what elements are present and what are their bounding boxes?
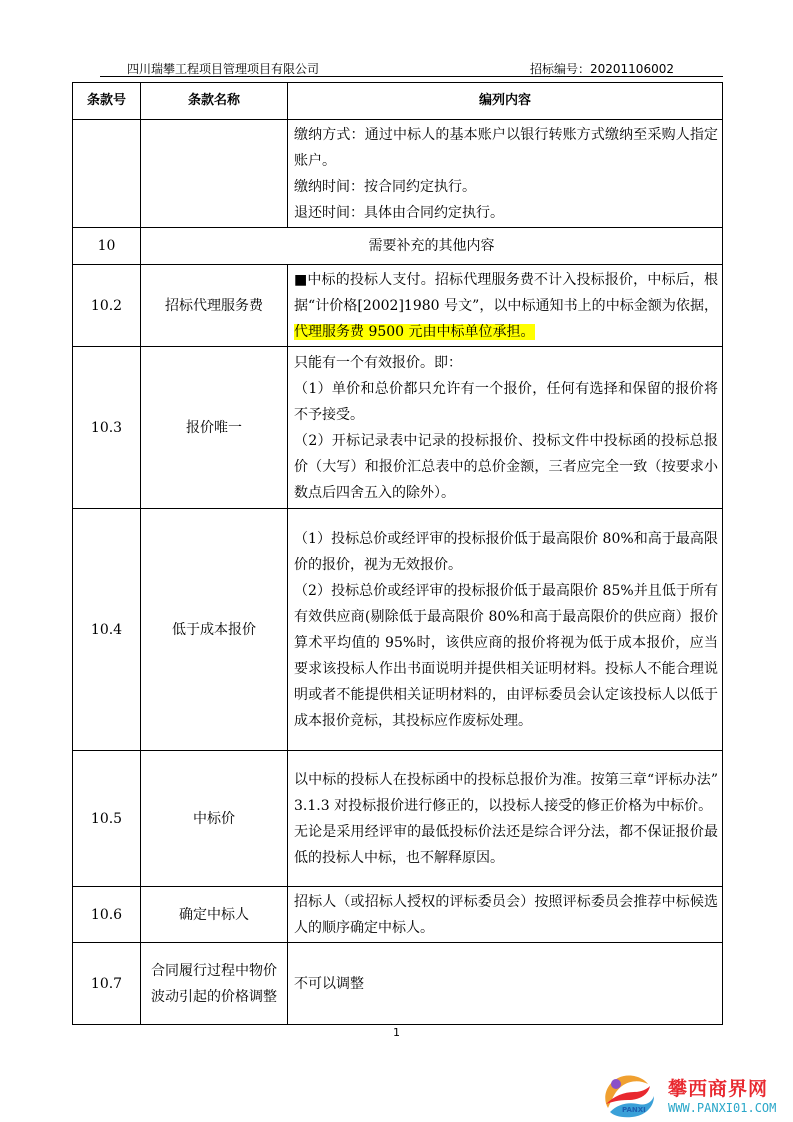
clause-number: 10.3 [73,347,141,509]
table-row [73,120,723,228]
clause-name: 低于成本报价 [141,509,288,751]
content-line: 以中标的投标人在投标函中的投标总报价为准。按第三章“评标办法” 3.1.3 对投标报价进行修正的，以投标人接受的修正价格为中标价。 [294,771,718,814]
content-text: ■中标的投标人支付。招标代理服务费不计入投标报价，中标后，根据“计价格[2002]1980 号文”，以中标通知书上的中标金额为依据， [294,271,718,314]
header-clause-no: 条款号 [73,83,141,120]
clause-content [288,265,723,347]
watermark [600,1068,790,1122]
table-row [73,265,723,347]
company-name: 四川瑞攀工程项目管理项目有限公司 [127,62,320,76]
content-line: （1）单价和总价都只允许有一个报价，任何有选择和保留的报价将不予接受。 [294,380,718,423]
clause-name: 报价唯一 [141,347,288,509]
content-line: 只能有一个有效报价。即： [294,354,462,371]
header-clause-name: 条款名称 [141,83,288,120]
clause-content: 不可以调整 [288,943,723,1025]
clause-number: 10.4 [73,509,141,751]
highlighted-text: 代理服务费 9500 元由中标单位承担。 [294,323,535,340]
clause-number: 10 [73,228,141,265]
clause-number [73,120,141,228]
panxi-logo-icon [600,1068,656,1120]
content-line: 缴纳方式：通过中标人的基本账户以银行转账方式缴纳至采购人指定账户。 [294,126,718,169]
table-row [73,347,723,509]
tender-number: 招标编号：20201106002 [530,62,674,76]
clause-name [141,120,288,228]
watermark-site-name: 攀西商界网 [668,1078,769,1100]
clause-number: 10.5 [73,751,141,887]
table-row [73,228,723,265]
watermark-url: WWW.PANXI01.COM [668,1101,777,1115]
header-rule [100,76,723,77]
clause-number: 10.7 [73,943,141,1025]
table-header-row [73,83,723,120]
content-line: （1）投标总价或经评审的投标报价低于最高限价 80%和高于最高限价的报价，视为无效报价。 [294,530,718,573]
content-line: 缴纳时间：按合同约定执行。 [294,178,476,195]
table-row [73,943,723,1025]
table-row [73,887,723,943]
clause-name: 招标代理服务费 [141,265,288,347]
clause-content [288,751,723,887]
clause-content [288,120,723,228]
clause-content: 招标人（或招标人授权的评标委员会）按照评标委员会推荐中标候选人的顺序确定中标人。 [288,887,723,943]
clause-name: 合同履行过程中物价波动引起的价格调整 [141,943,288,1025]
clause-content [288,347,723,509]
clause-number: 10.2 [73,265,141,347]
clause-content [288,509,723,751]
content-line: （2）投标总价或经评审的投标报价低于最高限价 85%并且低于所有有效供应商(剔除低于最高限价 80%和高于最高限价的供应商）报价算术平均值的 95%时，该供应商的报价将视为低于成本报价，应当要求该投标人作出书面说明并提供相关证明材料。投标人不能合理说明或者不能提供相关证明材料的，由评标委员会认定该投标人以低于成本报价竞标，其投标应作废标处理。 [294,582,718,729]
section-title: 需要补充的其他内容 [141,228,723,265]
table-row [73,509,723,751]
clause-name: 中标价 [141,751,288,887]
header-content: 编列内容 [288,83,723,120]
logo-text: PANXI [622,1106,646,1114]
page-number: 1 [393,1026,400,1039]
table-row [73,751,723,887]
content-line: 无论是采用经评审的最低投标价法还是综合评分法，都不保证报价最低的投标人中标，也不解释原因。 [294,823,718,866]
content-line: （2）开标记录表中记录的投标报价、投标文件中投标函的投标总报价（大写）和报价汇总表中的总价金额，三者应完全一致（按要求小数点后四舍五入的除外）。 [294,432,718,501]
clause-number: 10.6 [73,887,141,943]
clause-table [72,82,723,1025]
content-line: 退还时间：具体由合同约定执行。 [294,204,504,221]
clause-name: 确定中标人 [141,887,288,943]
